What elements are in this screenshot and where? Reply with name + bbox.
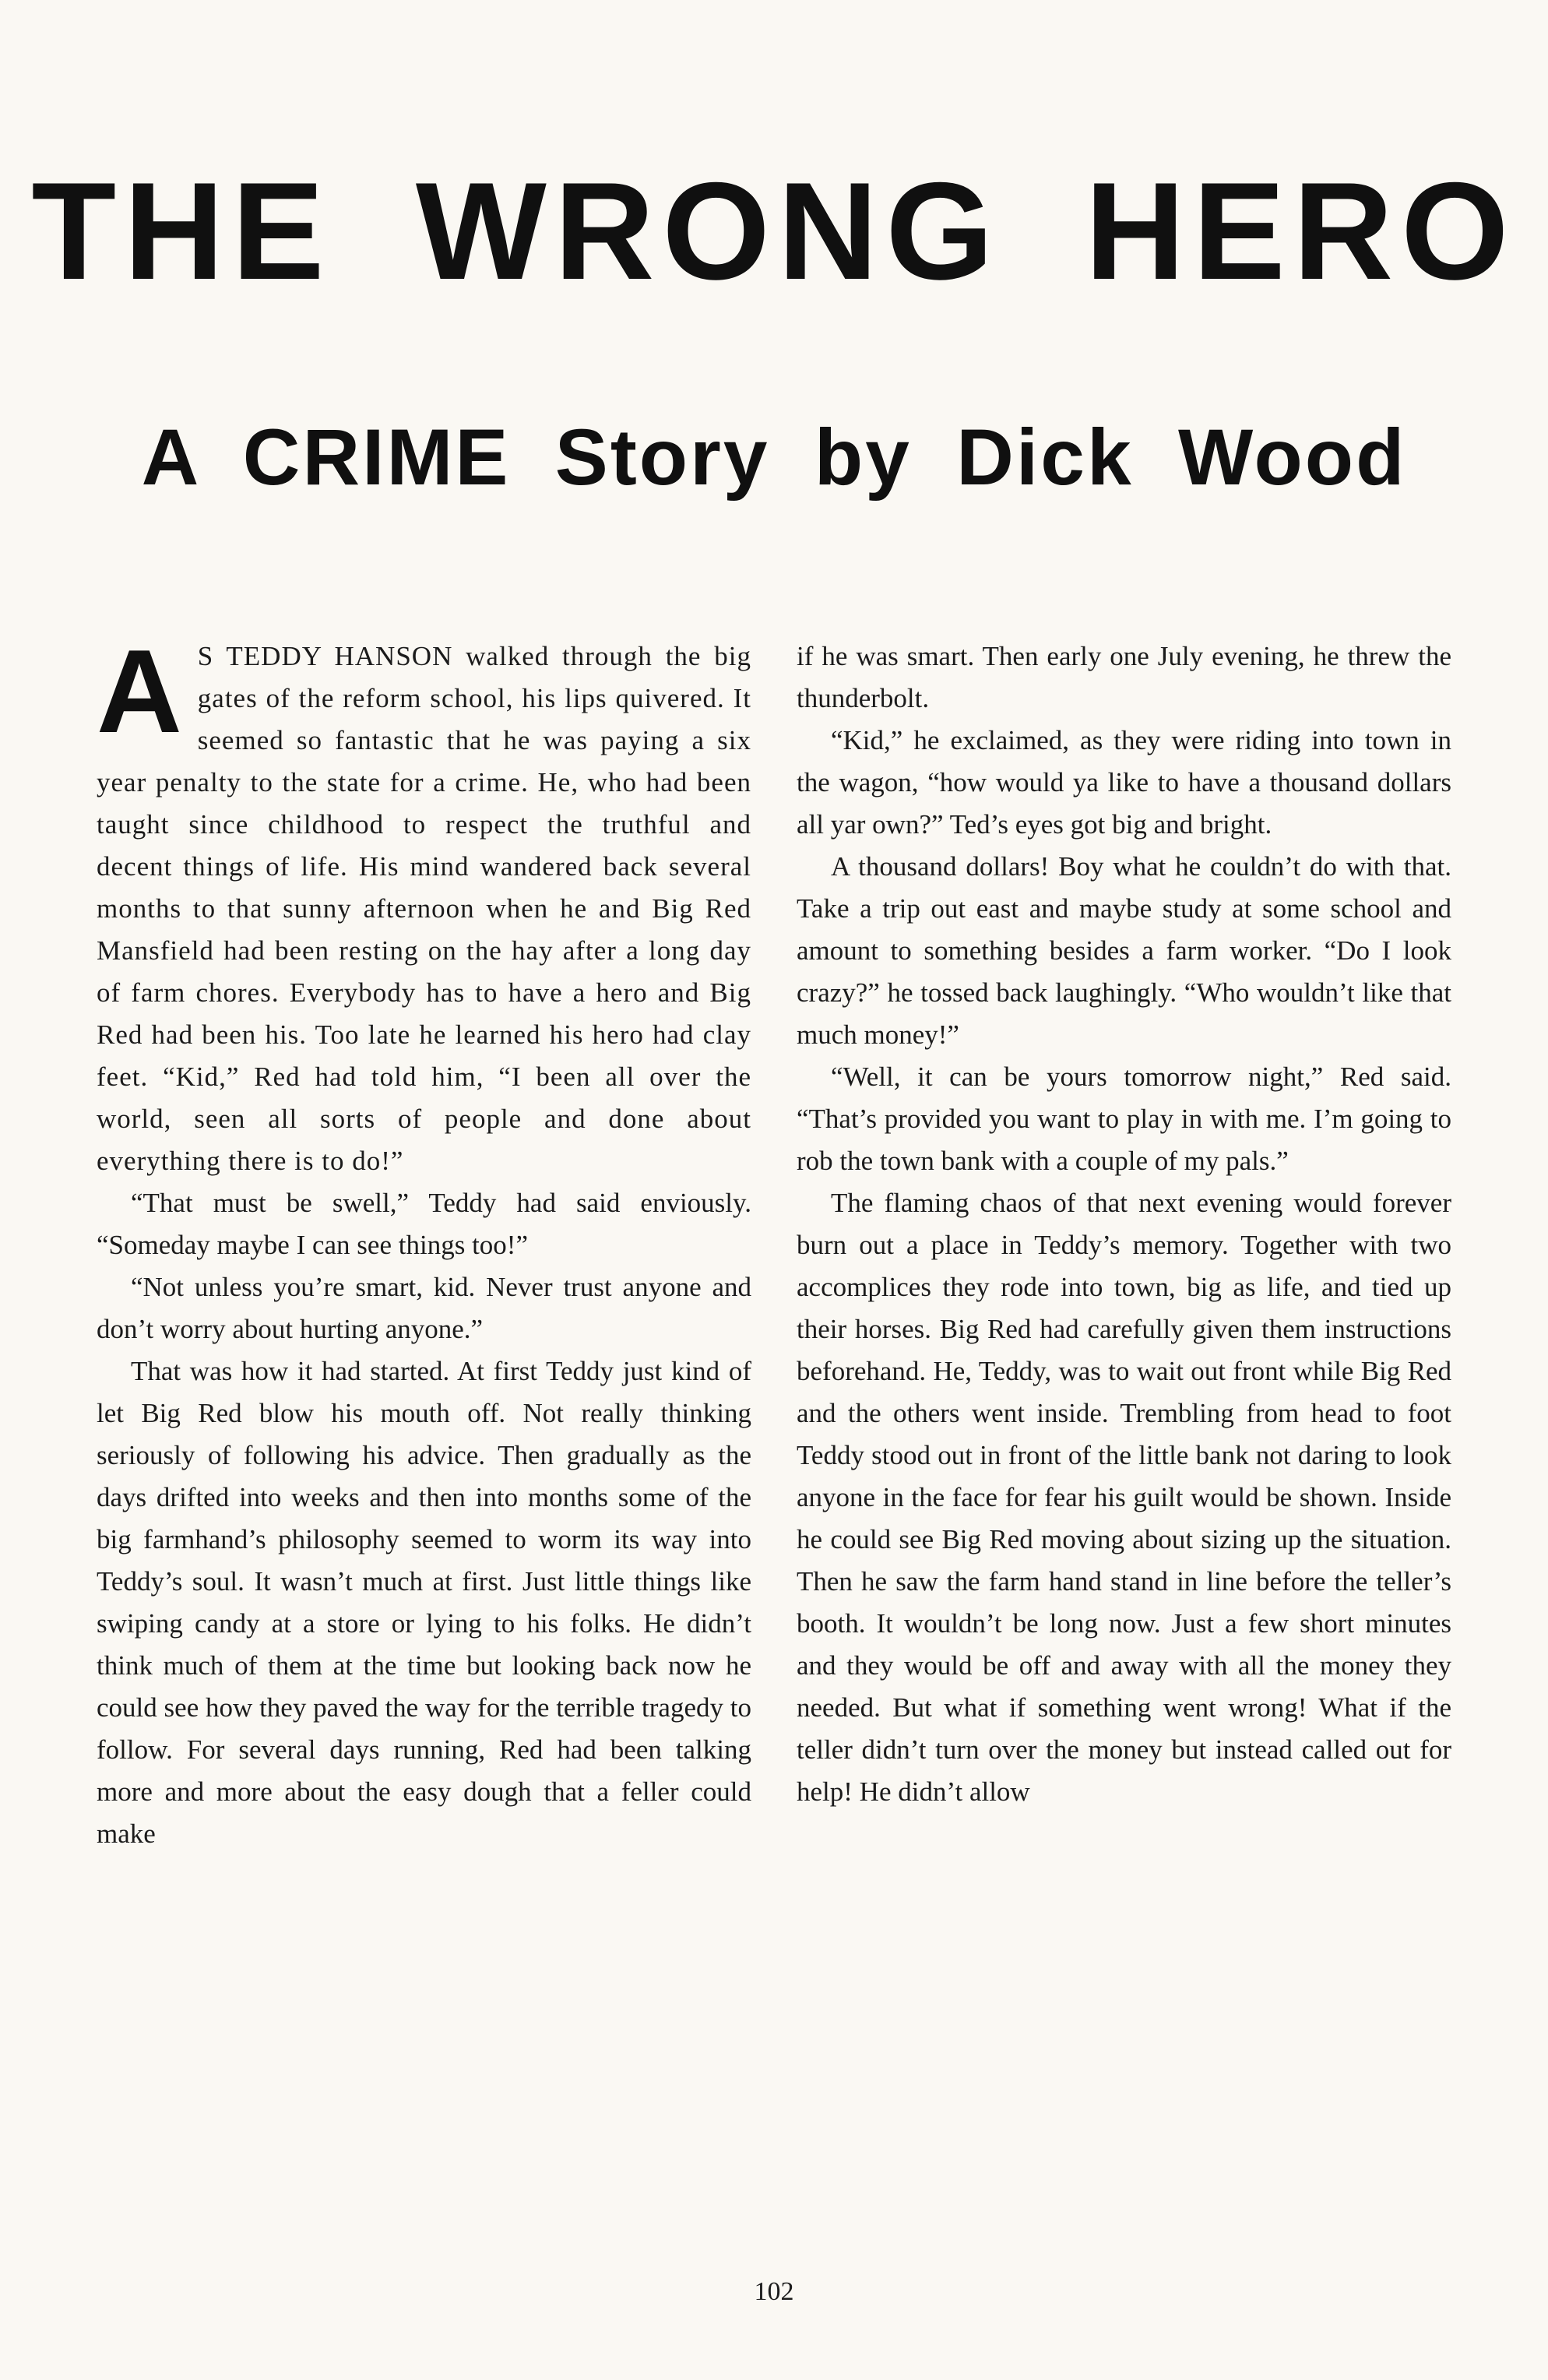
page-number: 102: [754, 2277, 794, 2306]
right-column: [797, 635, 1451, 1855]
paragraph: [97, 625, 751, 1182]
page-subtitle: A CRIME Story by Dick Wood: [141, 413, 1407, 502]
page-title: THE WRONG HERO: [31, 153, 1517, 308]
paragraph: if he was smart. Then early one July evening, he threw the thunderbolt.: [797, 641, 1451, 713]
paragraph: “Kid,” he exclaimed, as they were riding into town in the wagon, “how would ya like to have a thousand dollars all yar own?” Ted’s eyes got big and bright.: [797, 725, 1451, 840]
paragraph: “Well, it can be yours tomorrow night,” Red said. “That’s provided you want to play in with me. I’m going to rob the town bank with a couple of my pals.”: [797, 1061, 1451, 1176]
article-body: [0, 625, 1548, 1855]
paragraph: That was how it had started. At first Teddy just kind of let Big Red blow his mouth off. Not really thinking seriously of following his advice. Then gradually as the days drifted into weeks and then into months some of the big farmhand’s philosophy seemed to worm its way into Teddy’s soul. It wasn’t much at first. Just little things like swiping candy at a store or lying to his folks. He didn’t think much of them at the time but looking back now he could see how they paved the way for the terrible tragedy to follow. For several days running, Red had been talking more and more about the easy dough that a feller could make: [97, 1356, 751, 1849]
drop-cap: A: [97, 625, 182, 758]
paragraph: “Not unless you’re smart, kid. Never trust anyone and don’t worry about hurting anyone.”: [97, 1272, 751, 1344]
paragraph: A thousand dollars! Boy what he couldn’t do with that. Take a trip out east and maybe study at some school and amount to something besides a farm worker. “Do I look crazy?” he tossed back laughingly. “Who wouldn’t like that much money!”: [797, 851, 1451, 1050]
left-column: [97, 625, 751, 1855]
paragraph-text: S TEDDY HANSON walked through the big gates of the reform school, his lips quivered. It seemed so fantastic that he was paying a six year penalty to the state for a crime. He, who had been taught since childhood to respect the truthful and decent things of life. His mind wandered back several months to that sunny afternoon when he and Big Red Mansfield had been resting on the hay after a long day of farm chores. Everybody has to have a hero and Big Red had been his. Too late he learned his hero had clay feet. “Kid,” Red had told him, “I been all over the world, seen all sorts of people and done about everything there is to do!”: [97, 641, 751, 1176]
paragraph: The flaming chaos of that next evening would forever burn out a place in Teddy’s memory. Together with two accomplices they rode into town, big as life, and tied up their horses. Big Red had carefully given them instructions beforehand. He, Teddy, was to wait out front while Big Red and the others went inside. Trembling from head to foot Teddy stood out in front of the little bank not daring to look anyone in the face for fear his guilt would be shown. Inside he could see Big Red moving about sizing up the situation. Then he saw the farm hand stand in line before the teller’s booth. It wouldn’t be long now. Just a few short minutes and they would be off and away with all the money they needed. But what if something went wrong! What if the teller didn’t turn over the money but instead called out for help! He didn’t allow: [797, 1188, 1451, 1807]
paragraph: “That must be swell,” Teddy had said enviously. “Someday maybe I can see things too!”: [97, 1188, 751, 1260]
